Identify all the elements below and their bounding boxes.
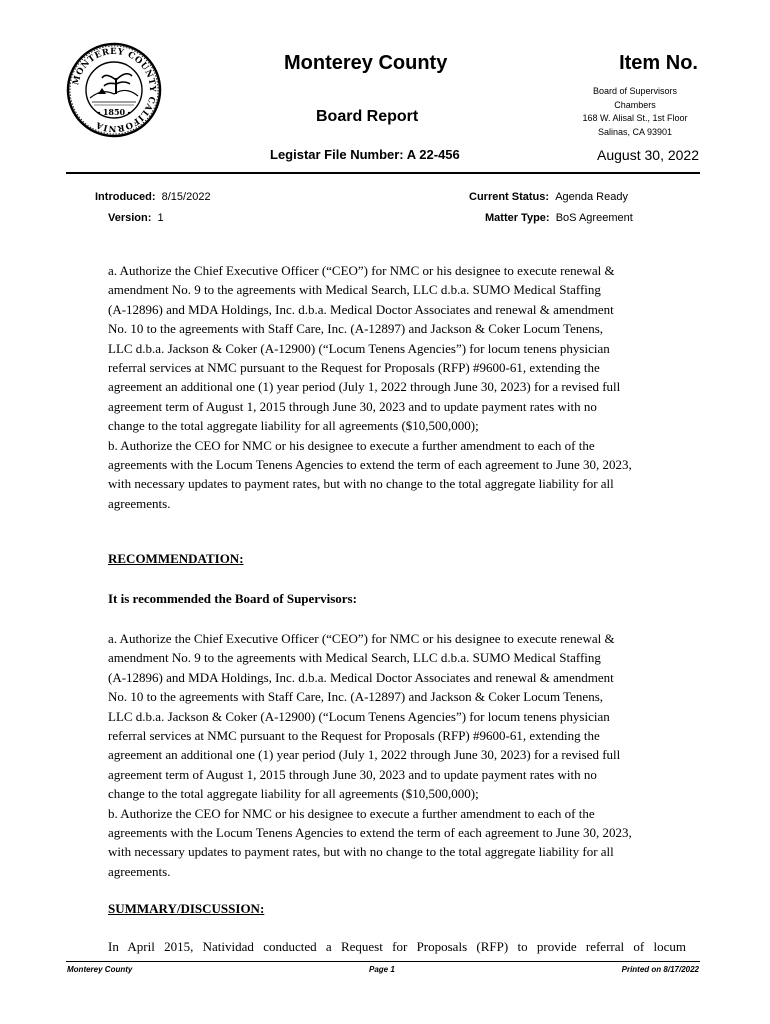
summary-heading: SUMMARY/DISCUSSION: [108,901,265,916]
address-block [576,85,694,139]
text-line: a. Authorize the Chief Executive Officer (“CEO”) for NMC or his designee to execute renewal & [108,263,615,278]
text-line: agreements with the Locum Tenens Agencies to extend the term of each agreement to June 30, 2023, [108,457,632,473]
meta-current-status [469,191,628,203]
svg-text:MONTEREY COUNTY CALIFORNIA [71,47,157,133]
county-seal [66,42,162,138]
text-line: amendment No. 9 to the agreements with Medical Search, LLC d.b.a. SUMO Medical Staffing [108,650,601,666]
meta-value: 8/15/2022 [161,191,211,203]
report-title: Board Report [316,108,419,125]
footer-printed-date: Printed on 8/17/2022 [621,965,699,974]
meta-value: Agenda Ready [555,191,628,203]
meta-version [108,212,164,224]
text-line: referral services at NMC pursuant to the Request for Proposals (RFP) #9600-61, extending the [108,360,600,376]
text-line: agreement term of August 1, 2015 through June 30, 2023 and to update payment rates with no [108,398,597,414]
text-line: change to the total aggregate liability for all agreements ($10,500,000); [108,786,479,802]
footer-page-number: Page 1 [369,965,395,974]
recommendation-subheading: It is recommended the Board of Supervisors: [108,591,357,606]
text-line: with necessary updates to payment rates, but with no change to the total aggregate liability for all [108,476,614,492]
address-line: Board of Supervisors [592,86,678,96]
text-line: No. 10 to the agreements with Staff Care, Inc. (A-12897) and Jackson & Coker Locum Tenens, [108,321,604,337]
text-line: change to the total aggregate liability for all agreements ($10,500,000); [108,418,479,434]
text-line: agreements with the Locum Tenens Agencies to extend the term of each agreement to June 30, 2023, [108,825,632,841]
text-line: agreement an additional one (1) year period (July 1, 2022 through June 30, 2023) for a revised full [108,747,621,763]
meta-label: Introduced: [95,191,156,203]
text-line: agreement an additional one (1) year period (July 1, 2022 through June 30, 2023) for a revised full [108,379,621,395]
meta-label: Matter Type: [485,212,550,224]
text-line: LLC d.b.a. Jackson & Coker (A-12900) (“Locum Tenens Agencies”) for locum tenens physician [108,708,610,724]
text-line: agreement term of August 1, 2015 through June 30, 2023 and to update payment rates with no [108,766,597,782]
text-line: (A-12896) and MDA Holdings, Inc. d.b.a. Medical Doctor Associates and renewal & amendment [108,669,614,685]
meta-value: BoS Agreement [555,212,633,224]
report-date: August 30, 2022 [597,147,699,163]
text-line: b. Authorize the CEO for NMC or his designee to execute a further amendment to each of the [108,437,595,453]
county-title: Monterey County [284,52,448,74]
meta-matter-type [485,212,633,224]
text-line: amendment No. 9 to the agreements with Medical Search, LLC d.b.a. SUMO Medical Staffing [108,282,601,298]
text-line: (A-12896) and MDA Holdings, Inc. d.b.a. Medical Doctor Associates and renewal & amendment [108,301,614,317]
footer-county: Monterey County [67,965,133,974]
seal-icon [66,42,162,138]
text-line: a. Authorize the Chief Executive Officer (“CEO”) for NMC or his designee to execute renewal & [108,631,615,646]
summary-first-line: In April 2015, Natividad conducted a Request for Proposals (RFP) to provide referral of locum [108,939,686,954]
seal-ring-text: MONTEREY COUNTY CALIFORNIA [71,46,158,134]
meta-label: Current Status: [469,191,550,203]
text-line: No. 10 to the agreements with Staff Care, Inc. (A-12897) and Jackson & Coker Locum Tenens, [108,689,604,705]
header-divider [66,172,700,174]
recommendation-paragraph [108,629,700,881]
meta-value: 1 [157,212,164,224]
text-line: agreements. [108,495,171,511]
heading-text: RECOMMENDATION [108,551,240,566]
text-line: b. Authorize the CEO for NMC or his designee to execute a further amendment to each of the [108,805,595,821]
text-line: with necessary updates to payment rates, but with no change to the total aggregate liability for all [108,844,614,860]
heading-colon: : [239,551,244,566]
seal-year: 1850 [102,107,126,117]
address-line: Chambers [614,99,656,110]
item-number-label: Item No. [619,52,698,74]
intro-paragraph [108,261,700,513]
address-line: 168 W. Alisal St., 1st Floor [582,113,688,123]
recommendation-heading [108,551,244,567]
text-line: referral services at NMC pursuant to the Request for Proposals (RFP) #9600-61, extending the [108,728,600,744]
meta-introduced [95,191,211,203]
legistar-file-number: Legistar File Number: A 22-456 [270,147,460,162]
text-line: LLC d.b.a. Jackson & Coker (A-12900) (“Locum Tenens Agencies”) for locum tenens physician [108,340,610,356]
footer-divider [66,961,700,962]
address-line: Salinas, CA 93901 [597,126,673,137]
text-line: agreements. [108,863,171,879]
meta-label: Version: [108,212,152,224]
